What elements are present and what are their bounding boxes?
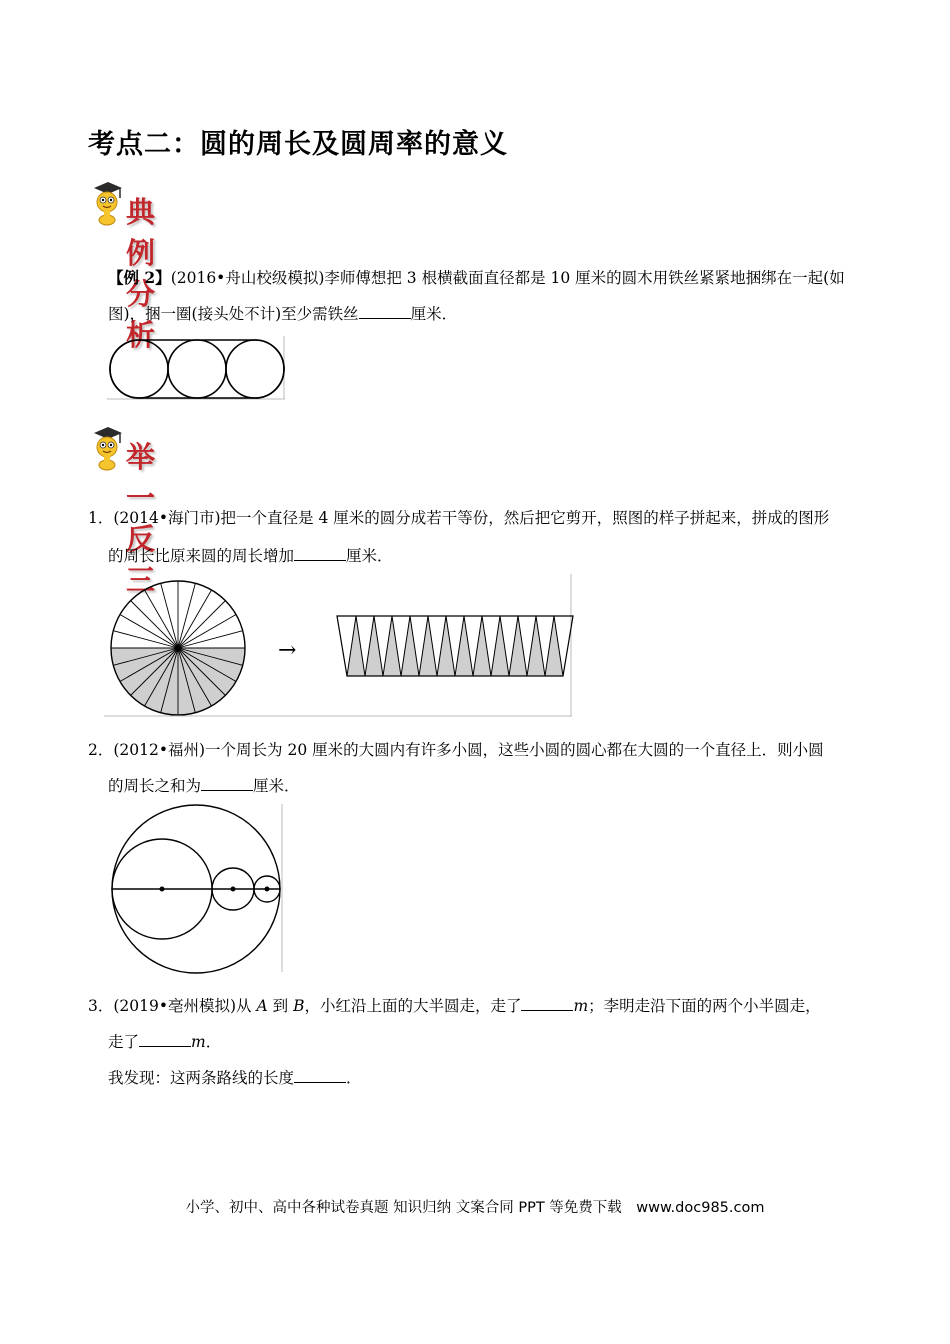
page-title: 考点二：圆的周长及圆周率的意义 [88, 129, 508, 160]
q3-text-d: ；李明走沿下面的两个小半圆走， [588, 997, 821, 1015]
q2-text-2a: 的周长之和为 [108, 777, 202, 795]
q3-text-2a: 走了 [108, 1033, 140, 1051]
shaded-triangle [545, 616, 563, 676]
q1-text-2a: 的周长比原来圆的周长增加 [108, 547, 295, 565]
answer-blank[interactable] [359, 304, 411, 319]
graduate-mascot-icon [88, 425, 122, 471]
footer-text: 小学、初中、高中各种试卷真题 知识归纳 文案合同 PPT 等免费下载 www.doc985.com [185, 1200, 765, 1216]
example-label: 【例 2】 [108, 268, 171, 287]
arrow-icon: → [278, 638, 297, 663]
q1-text-2b: 厘米． [346, 547, 393, 565]
q2-text: (2012•福州)一个周长为 20 厘米的大圆内有许多小圆，这些小圆的圆心都在大圆的一个直径上．则小圆 [113, 741, 824, 759]
shaded-triangle [491, 616, 509, 676]
q1-number: 1． [88, 509, 114, 527]
point-b-label: B [293, 997, 305, 1015]
unit-m: m [191, 1033, 206, 1051]
q2-number: 2． [88, 741, 114, 759]
q3-text-3b: ． [346, 1069, 362, 1087]
answer-blank[interactable] [201, 776, 253, 791]
nested-circles-figure [106, 804, 286, 974]
banner-title: 举一反三 [126, 440, 158, 597]
shaded-triangle [365, 616, 383, 676]
q3-line-1 [88, 996, 821, 1016]
q3-line-2 [108, 1032, 221, 1052]
q1-line-2 [108, 546, 393, 566]
q2-line-2 [108, 776, 300, 796]
shaded-triangle [419, 616, 437, 676]
shaded-triangle [473, 616, 491, 676]
shaded-triangle [527, 616, 545, 676]
shaded-triangle [455, 616, 473, 676]
q3-text-2b: ． [205, 1033, 222, 1051]
unit-m: m [573, 997, 589, 1015]
shaded-triangle [437, 616, 455, 676]
shaded-triangle [383, 616, 401, 676]
q2-line-1 [88, 740, 824, 760]
example-text-2b: 厘米． [410, 305, 458, 323]
shaded-triangle [347, 616, 365, 676]
q3-text-b: 到 [267, 997, 294, 1015]
shaded-triangle [401, 616, 419, 676]
banner-title: 典例分析 [126, 195, 158, 352]
example-text-2a: 图)，捆一圈(接头处不计)至少需铁丝 [108, 305, 359, 323]
answer-blank[interactable] [294, 546, 346, 561]
q3-text-a: (2019•亳州模拟)从 [113, 997, 257, 1015]
q3-number: 3． [88, 997, 114, 1015]
shaded-triangle [509, 616, 527, 676]
three-circles-figure [107, 336, 287, 402]
rearranged-shape-figure [333, 612, 573, 682]
q3-text-c: ，小红沿上面的大半圆走，走了 [304, 997, 522, 1015]
q1-text: (2014•海门市)把一个直径是 4 厘米的圆分成若干等份，然后把它剪开，照图的样子拼起来，拼成的图形 [113, 509, 830, 527]
answer-blank[interactable] [139, 1032, 191, 1047]
answer-blank[interactable] [521, 996, 573, 1011]
example-line-1 [108, 268, 845, 288]
q1-line-1 [88, 508, 829, 528]
example-text: (2016•舟山校级模拟)李师傅想把 3 根横截面直径都是 10 厘米的圆木用铁丝紧紧地捆绑在一起(如 [170, 269, 845, 287]
graduate-mascot-icon [88, 180, 122, 226]
answer-blank[interactable] [294, 1068, 346, 1083]
point-a-label: A [256, 997, 268, 1015]
q2-text-2b: 厘米． [253, 777, 300, 795]
example-line-2 [108, 304, 457, 324]
q3-line-3 [108, 1068, 362, 1088]
q3-text-3a: 我发现：这两条路线的长度 [108, 1069, 295, 1087]
